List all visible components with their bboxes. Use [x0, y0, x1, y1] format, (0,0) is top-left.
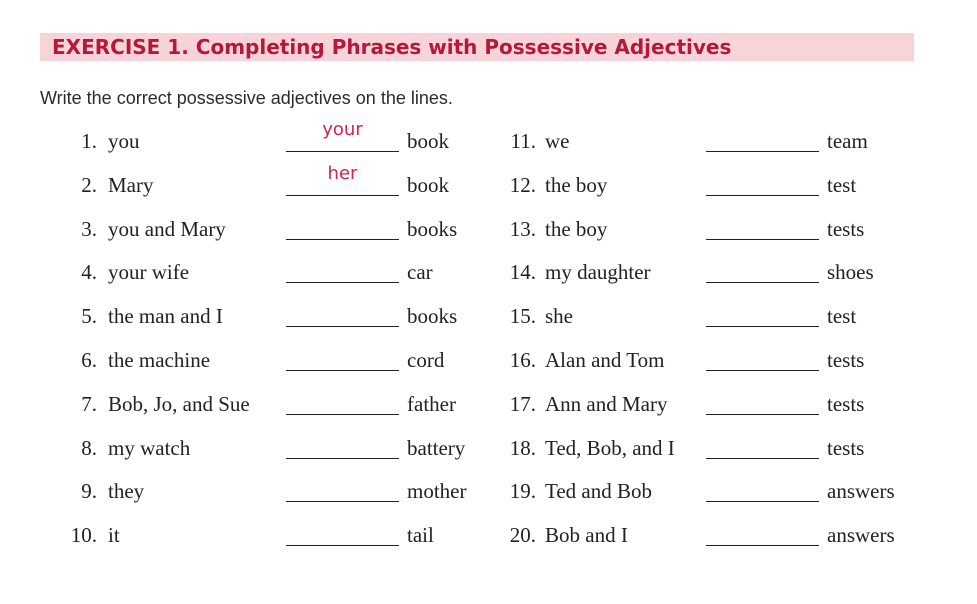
exercise-item [0, 345, 977, 375]
item-noun: mother [407, 479, 467, 504]
item-noun: tests [827, 348, 865, 372]
item-noun: answers [827, 479, 895, 504]
item-subject: Bob, Jo, and Sue [108, 391, 250, 416]
item-noun: books [407, 216, 458, 241]
answer-blank-line[interactable] [706, 458, 819, 459]
item-subject: we [545, 129, 570, 153]
exercise-instruction: Write the correct possessive adjectives on the lines. [40, 88, 453, 108]
answer-blank-line[interactable] [706, 239, 819, 240]
item-noun: battery [407, 435, 466, 460]
item-subject: Ted and Bob [545, 479, 653, 504]
exercise-item [0, 476, 977, 506]
item-subject: Bob and I [545, 523, 628, 548]
exercise-item [0, 389, 977, 419]
item-noun: answers [827, 523, 895, 548]
exercise-item [0, 170, 977, 200]
item-number: 17. [509, 391, 536, 416]
item-number: 4. [81, 260, 97, 285]
item-number: 11. [510, 129, 536, 153]
item-subject: the man and I [108, 304, 223, 329]
item-noun: tests [827, 216, 865, 241]
item-noun: father [407, 391, 456, 416]
item-number: 6. [81, 348, 97, 372]
exercise-item [0, 214, 977, 244]
item-number: 1. [81, 129, 97, 153]
item-noun: team [827, 129, 868, 153]
answer-blank-line[interactable] [706, 545, 819, 546]
item-number: 5. [81, 304, 97, 329]
item-noun: test [827, 172, 857, 197]
exercise-item [0, 301, 977, 331]
item-subject: Mary [108, 172, 154, 197]
handwritten-answer[interactable]: her [327, 162, 358, 184]
item-subject: it [108, 523, 120, 548]
answer-blank-line[interactable] [706, 326, 819, 327]
item-subject: you [108, 129, 140, 153]
answer-blank-line[interactable] [706, 282, 819, 283]
exercise-item [0, 126, 977, 156]
item-number: 8. [81, 435, 97, 460]
item-subject: Ann and Mary [545, 391, 668, 416]
item-number: 18. [509, 435, 536, 460]
handwritten-answer[interactable]: your [322, 119, 363, 140]
item-noun: tests [827, 435, 865, 460]
item-subject: you and Mary [108, 216, 226, 241]
item-subject: Ted, Bob, and I [545, 435, 675, 460]
item-number: 3. [81, 216, 97, 241]
item-number: 16. [509, 348, 536, 372]
item-subject: my watch [108, 435, 191, 460]
answer-blank-line[interactable] [706, 195, 819, 196]
item-number: 9. [81, 479, 97, 504]
item-noun: cord [407, 348, 445, 372]
item-subject: Alan and Tom [545, 348, 665, 372]
item-subject: the boy [545, 172, 608, 197]
item-number: 15. [509, 304, 536, 329]
item-noun: tests [827, 391, 865, 416]
item-number: 19. [509, 479, 536, 504]
item-noun: books [407, 304, 458, 329]
answer-blank-line[interactable] [706, 501, 819, 502]
item-number: 13. [509, 216, 536, 241]
exercise-title: EXERCISE 1. Completing Phrases with Possessive Adjectives [52, 35, 732, 59]
item-number: 14. [509, 260, 536, 285]
item-noun: book [407, 172, 449, 197]
item-number: 2. [81, 172, 97, 197]
item-noun: shoes [827, 260, 874, 285]
item-subject: the boy [545, 216, 608, 241]
item-noun: car [407, 260, 433, 285]
item-subject: the machine [108, 348, 211, 372]
item-number: 10. [70, 523, 97, 548]
item-noun: test [827, 304, 857, 329]
answer-blank-line[interactable] [706, 414, 819, 415]
item-subject: she [545, 304, 573, 329]
item-noun: book [407, 129, 449, 153]
item-subject: they [108, 479, 145, 504]
exercise-item [0, 520, 977, 550]
item-number: 20. [509, 523, 536, 548]
answer-blank-line[interactable] [706, 370, 819, 371]
item-subject: my daughter [545, 260, 651, 285]
exercise-item [0, 257, 977, 287]
item-noun: tail [407, 523, 434, 548]
item-number: 12. [509, 172, 536, 197]
answer-blank-line[interactable] [706, 151, 819, 152]
exercise-item [0, 433, 977, 463]
item-subject: your wife [108, 260, 190, 285]
item-number: 7. [81, 391, 97, 416]
